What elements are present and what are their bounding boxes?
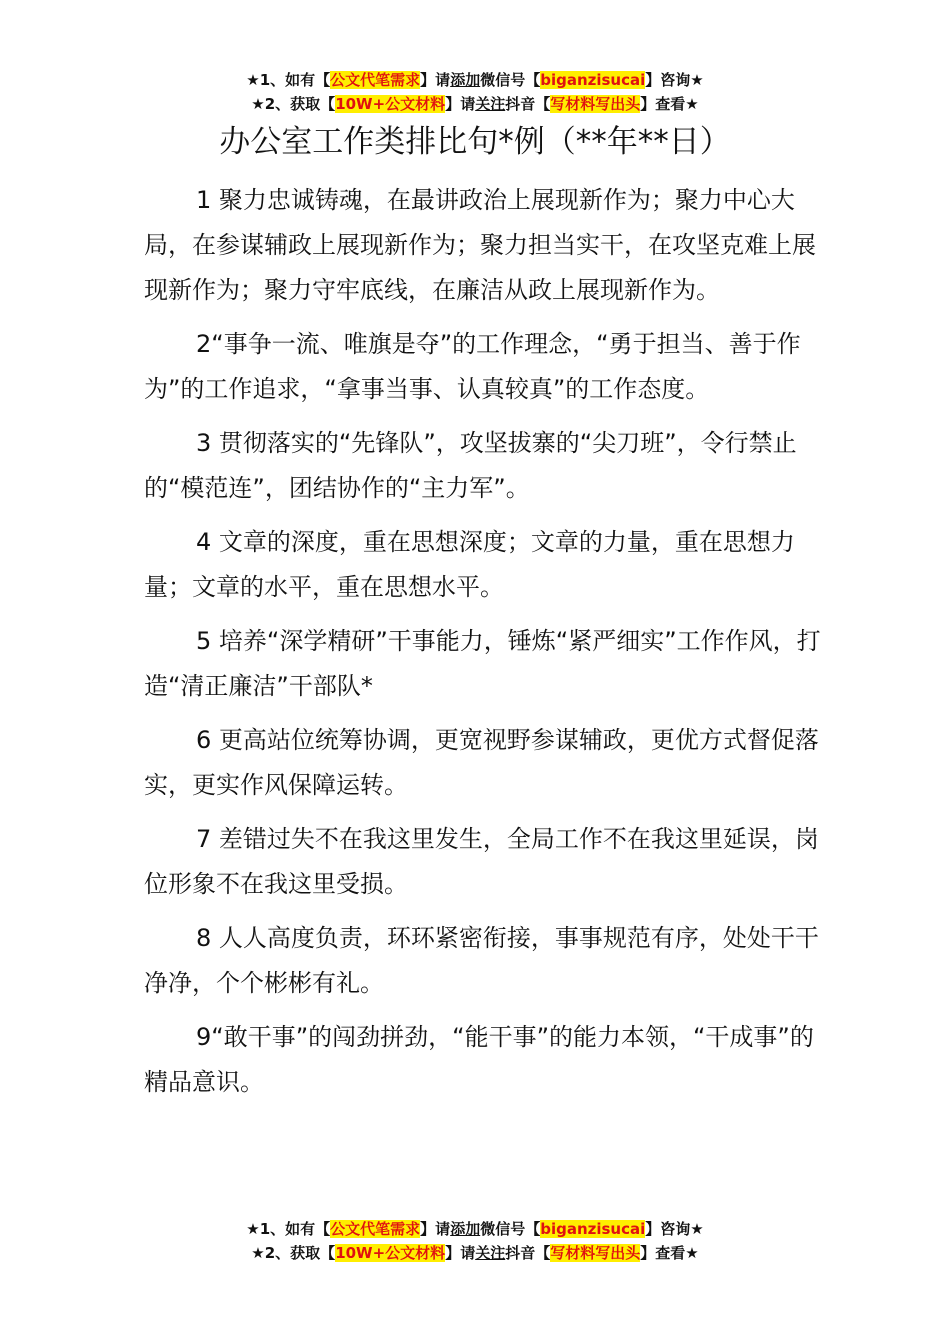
paragraph: 4 文章的深度，重在思想深度；文章的力量，重在思想力量；文章的水平，重在思想水平。	[144, 528, 795, 601]
banner-text: 】咨询★	[645, 71, 704, 89]
banner-text: 】咨询★	[645, 1220, 704, 1238]
paragraph: 7 差错过失不在我这里发生，全局工作不在我这里延误，岗位形象不在我这里受损。	[144, 825, 819, 898]
banner-underlined: 添加	[450, 71, 481, 89]
banner-underlined: 关注	[475, 95, 506, 113]
banner-line-2	[0, 1241, 950, 1265]
highlight-wechat-id: biganzisucai	[540, 71, 646, 89]
banner-text: 】请	[420, 71, 451, 89]
banner-text: 抖音【	[505, 1244, 551, 1262]
paragraph: 8 人人高度负责，环环紧密衔接，事事规范有序，处处干干净净，个个彬彬有礼。	[144, 924, 819, 997]
highlight-douyin: 写材料写出头	[550, 95, 641, 113]
paragraph: 6 更高站位统筹协调，更宽视野参谋辅政，更优方式督促落实，更实作风保障运转。	[144, 726, 819, 799]
highlight-service: 公文代笔需求	[330, 71, 421, 89]
banner-text: ★2、获取【	[251, 95, 336, 113]
banner-underlined: 关注	[475, 1244, 506, 1262]
footer-banner	[0, 1217, 950, 1265]
banner-text: 微信号【	[480, 1220, 541, 1238]
banner-text: 】查看★	[640, 1244, 699, 1262]
banner-text: ★2、获取【	[251, 1244, 336, 1262]
banner-text: ★1、如有【	[246, 71, 331, 89]
banner-text: 】请	[420, 1220, 451, 1238]
banner-text: 】请	[445, 95, 476, 113]
banner-line-2	[0, 92, 950, 116]
banner-text: 抖音【	[505, 95, 551, 113]
header-banner	[0, 68, 950, 116]
banner-text: 】请	[445, 1244, 476, 1262]
document-body	[144, 178, 824, 1114]
highlight-wechat-id: biganzisucai	[540, 1220, 646, 1238]
highlight-materials: 10W+公文材料	[335, 1244, 446, 1262]
paragraph: 9“敢干事”的闯劲拼劲，“能干事”的能力本领，“干成事”的精品意识。	[144, 1023, 814, 1096]
banner-text: ★1、如有【	[246, 1220, 331, 1238]
paragraph: 3 贯彻落实的“先锋队”，攻坚拔寨的“尖刀班”，令行禁止的“模范连”，团结协作的“主力军”。	[144, 429, 797, 502]
highlight-materials: 10W+公文材料	[335, 95, 446, 113]
banner-text: 】查看★	[640, 95, 699, 113]
banner-line-1	[0, 1217, 950, 1241]
paragraph: 1 聚力忠诚铸魂，在最讲政治上展现新作为；聚力中心大局，在参谋辅政上展现新作为；聚力担当实干，在攻坚克难上展现新作为；聚力守牢底线，在廉洁从政上展现新作为。	[144, 186, 816, 304]
paragraph: 2“事争一流、唯旗是夺”的工作理念，“勇于担当、善于作为”的工作追求，“拿事当事、认真较真”的工作态度。	[144, 330, 801, 403]
paragraph: 5 培养“深学精研”干事能力，锤炼“紧严细实”工作作风，打造“清正廉洁”干部队*	[144, 627, 821, 700]
highlight-service: 公文代笔需求	[330, 1220, 421, 1238]
banner-underlined: 添加	[450, 1220, 481, 1238]
document-title: 办公室工作类排比句*例（**年**日）	[219, 124, 731, 160]
highlight-douyin: 写材料写出头	[550, 1244, 641, 1262]
banner-text: 微信号【	[480, 71, 541, 89]
banner-line-1	[0, 68, 950, 92]
